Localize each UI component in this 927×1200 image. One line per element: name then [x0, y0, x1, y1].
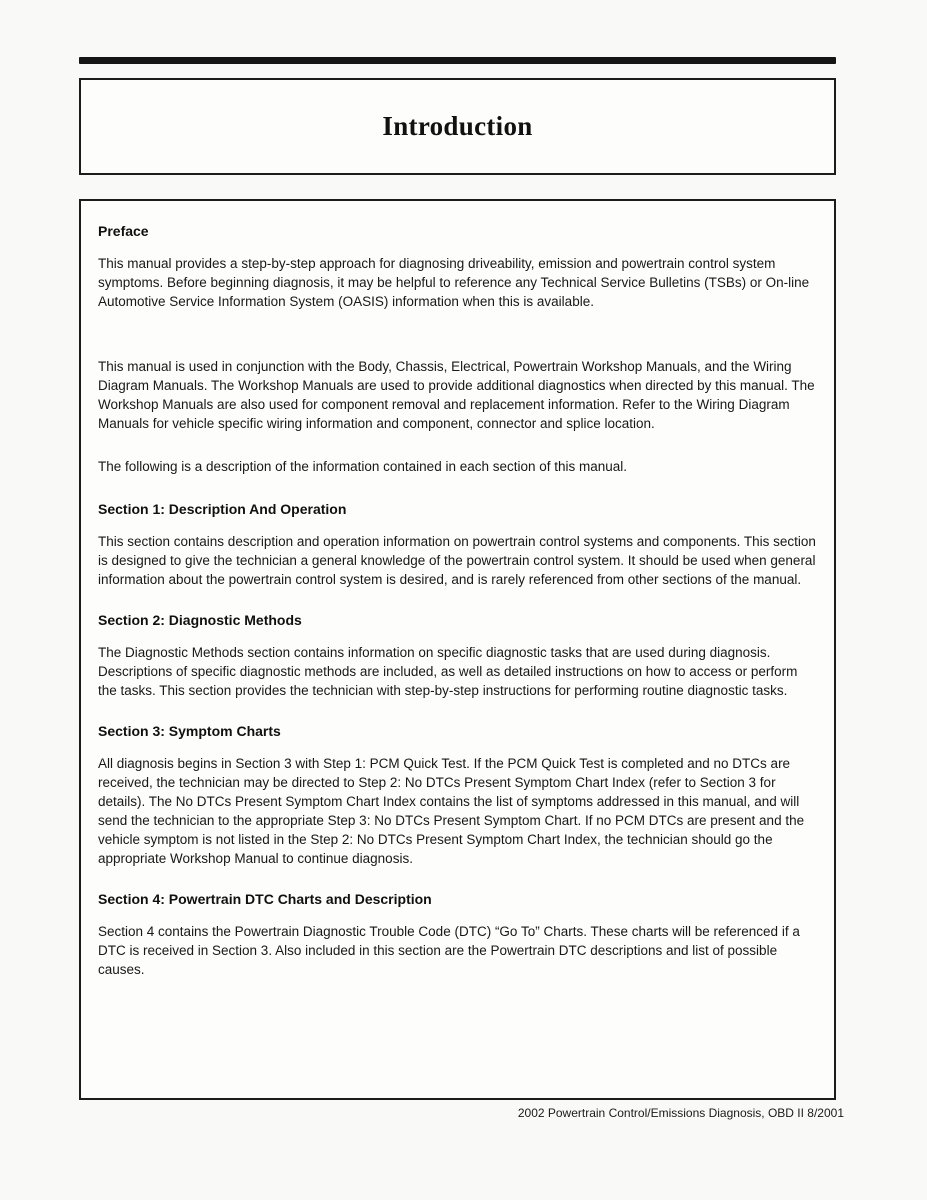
page-title: Introduction	[382, 111, 533, 141]
footer-credit: 2002 Powertrain Control/Emissions Diagnosis, OBD II 8/2001	[517, 1106, 844, 1120]
section-3-block	[98, 722, 818, 868]
section-4-paragraph: Section 4 contains the Powertrain Diagnostic Trouble Code (DTC) “Go To” Charts. These charts will be referenced if a DTC is received in Section 3. Also included in this section are the Powertrain DTC descriptions and list of possible causes.	[98, 924, 800, 977]
section-4-block	[98, 890, 818, 979]
title-box	[79, 78, 836, 175]
top-rule-divider	[79, 57, 836, 64]
preface-heading: Preface	[98, 223, 149, 239]
preface-paragraph-2: This manual is used in conjunction with the Body, Chassis, Electrical, Powertrain Workshop Manuals, and the Wiring Diagram Manuals. The Workshop Manuals are used to provide additional diagnostics when directed by this manual. The Workshop Manuals are also used for component removal and replacement information. Refer to the Wiring Diagram Manuals for vehicle specific wiring information and component, connector and splice location.	[98, 359, 815, 431]
section-1-heading: Section 1: Description And Operation	[98, 501, 347, 517]
section-2-paragraph: The Diagnostic Methods section contains information on specific diagnostic tasks that are used during diagnosis. Descriptions of specific diagnostic methods are included, as well as detailed instructions on how to access or perform the tasks. This section provides the technician with step-by-step instructions for performing routine diagnostic tasks.	[98, 645, 798, 698]
section-3-heading: Section 3: Symptom Charts	[98, 723, 281, 739]
preface-paragraph-1: This manual provides a step-by-step approach for diagnosing driveability, emission and powertrain control system symptoms. Before beginning diagnosis, it may be helpful to reference any Technical Service Bulletins (TSBs) or On-line Automotive Service Information System (OASIS) information when this is available.	[98, 256, 810, 309]
content-box	[79, 199, 836, 1100]
preface-paragraph-3: The following is a description of the information contained in each section of this manual.	[98, 459, 628, 474]
page-column	[79, 0, 844, 1120]
section-4-heading: Section 4: Powertrain DTC Charts and Description	[98, 891, 432, 907]
section-2-block	[98, 611, 818, 700]
section-3-paragraph: All diagnosis begins in Section 3 with Step 1: PCM Quick Test. If the PCM Quick Test is completed and no DTCs are received, the technician may be directed to Step 2: No DTCs Present Symptom Chart Index (refer to Section 3 for details). The No DTCs Present Symptom Chart Index contains the list of symptoms addressed in this manual, and will send the technician to the appropriate Step 3: No DTCs Present Symptom Chart. If no PCM DTCs are present and the vehicle symptom is not listed in the Step 2: No DTCs Present Symptom Chart Index, the technician should go the appropriate Workshop Manual to continue diagnosis.	[98, 756, 805, 866]
section-1-paragraph: This section contains description and operation information on powertrain control systems and components. This section is designed to give the technician a general knowledge of the powertrain control system. It should be used when general information about the powertrain control system is desired, and is rarely referenced from other sections of the manual.	[98, 534, 816, 587]
section-1-block	[98, 500, 818, 589]
section-2-heading: Section 2: Diagnostic Methods	[98, 612, 302, 628]
